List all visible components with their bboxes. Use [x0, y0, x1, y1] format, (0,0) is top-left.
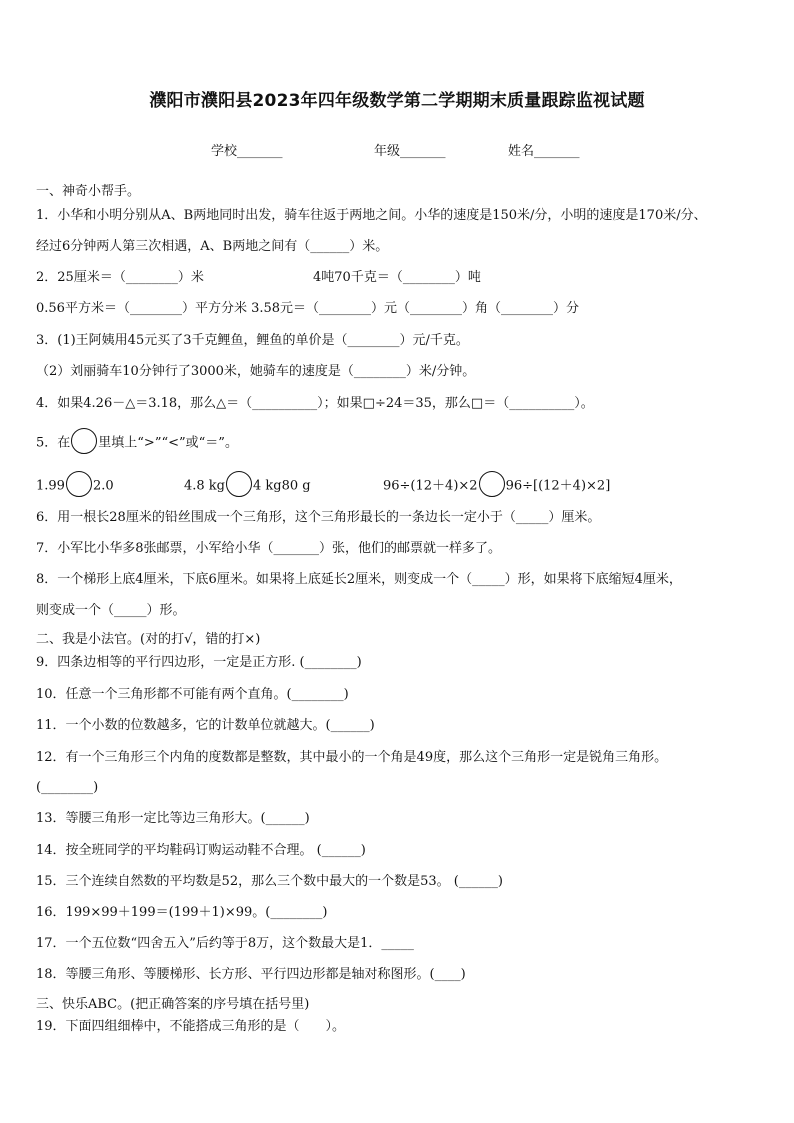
compare-item-3	[383, 473, 610, 499]
compare-2-left: 4.8 kg	[184, 478, 226, 494]
name-field	[508, 140, 580, 159]
question-13: 13．等腰三角形一定比等边三角形大。(______)	[36, 811, 310, 826]
question-15: 15．三个连续自然数的平均数是52，那么三个数中最大的一个数是53。 (______)	[36, 874, 503, 889]
compare-3-left: 96÷(12＋4)×2	[383, 478, 478, 494]
question-1-line-1: 1．小华和小明分别从A、B两地同时出发，骑车往返于两地之间。小华的速度是150米/分，小明的速度是170米/分、	[36, 208, 707, 223]
compare-item-1	[36, 473, 114, 499]
grade-label: 年级	[374, 144, 401, 159]
question-3-line-2: （2）刘丽骑车10分钟行了3000米，她骑车的速度是（________）米/分钟。	[36, 364, 476, 379]
compare-2-circle	[226, 471, 252, 497]
name-label: 姓名	[508, 144, 535, 159]
compare-item-2	[184, 473, 311, 499]
compare-1-circle	[66, 471, 92, 497]
question-1-line-2: 经过6分钟两人第三次相遇，A、B两地之间有（______）米。	[36, 239, 389, 254]
question-5-prefix: 5．在	[36, 435, 71, 451]
question-12-line-1: 12．有一个三角形三个内角的度数都是整数，其中最小的一个角是49度，那么这个三角形一定是锐角三角形。	[36, 750, 668, 765]
grade-field	[374, 140, 446, 159]
compare-3-circle	[479, 471, 505, 497]
question-8-line-1: 8．一个梯形上底4厘米，下底6厘米。如果将上底延长2厘米，则变成一个（_____）形，如果将下底缩短4厘米，	[36, 572, 682, 587]
question-3-line-1: 3．(1)王阿姨用45元买了3千克鲤鱼，鲤鱼的单价是（________）元/千克。	[36, 333, 469, 348]
grade-blank: _______	[400, 144, 446, 159]
question-8-line-2: 则变成一个（_____）形。	[36, 603, 186, 618]
compare-1-right: 2.0	[92, 478, 114, 494]
question-2-part-1: 2．25厘米＝（________）米	[36, 270, 204, 285]
compare-3-right: 96÷[(12＋4)×2]	[505, 478, 611, 494]
school-blank: _______	[237, 144, 283, 159]
name-blank: _______	[534, 144, 580, 159]
question-7: 7．小军比小华多8张邮票，小军给小华（_______）张，他们的邮票就一样多了。	[36, 541, 502, 556]
answer-circle	[71, 428, 97, 454]
section-heading-3: 三、快乐ABC。(把正确答案的序号填在括号里)	[36, 997, 310, 1012]
question-2-line-2: 0.56平方米＝（________）平方分米 3.58元＝（________）元（________）角（________）分	[36, 301, 580, 316]
question-12-line-2: (________)	[36, 780, 99, 795]
question-17: 17．一个五位数“四舍五入”后约等于8万，这个数最大是1．_____	[36, 936, 414, 951]
question-4: 4．如果4.26－△＝3.18，那么△＝（__________）；如果□÷24＝35，那么□＝（__________）。	[36, 396, 594, 411]
compare-2-right: 4 kg80 g	[253, 478, 311, 494]
compare-1-left: 1.99	[36, 478, 65, 494]
section-heading-1: 一、神奇小帮手。	[36, 184, 141, 199]
question-14: 14．按全班同学的平均鞋码订购运动鞋不合理。 (______)	[36, 843, 366, 858]
question-5-instruction	[36, 430, 238, 456]
page-title: 濮阳市濮阳县2023年四年级数学第二学期期末质量跟踪监视试题	[149, 91, 645, 111]
section-heading-2: 二、我是小法官。(对的打√，错的打×)	[36, 632, 261, 647]
question-6: 6．用一根长28厘米的铅丝围成一个三角形，这个三角形最长的一条边长一定小于（_____）厘米。	[36, 510, 601, 525]
question-16: 16．199×99＋199＝(199＋1)×99。(________)	[36, 905, 328, 920]
question-9: 9．四条边相等的平行四边形，一定是正方形. (________)	[36, 655, 362, 670]
question-2-part-2: 4吨70千克＝（________）吨	[313, 270, 481, 285]
school-field	[211, 140, 283, 159]
question-5-suffix: 里填上“>”“<”或“＝”。	[98, 435, 238, 451]
question-19: 19．下面四组细棒中，不能搭成三角形的是（ ）。	[36, 1019, 346, 1034]
question-10: 10．任意一个三角形都不可能有两个直角。(________)	[36, 687, 349, 702]
school-label: 学校	[211, 144, 238, 159]
question-11: 11．一个小数的位数越多，它的计数单位就越大。(______)	[36, 718, 375, 733]
question-18: 18．等腰三角形、等腰梯形、长方形、平行四边形都是轴对称图形。(____)	[36, 967, 466, 982]
